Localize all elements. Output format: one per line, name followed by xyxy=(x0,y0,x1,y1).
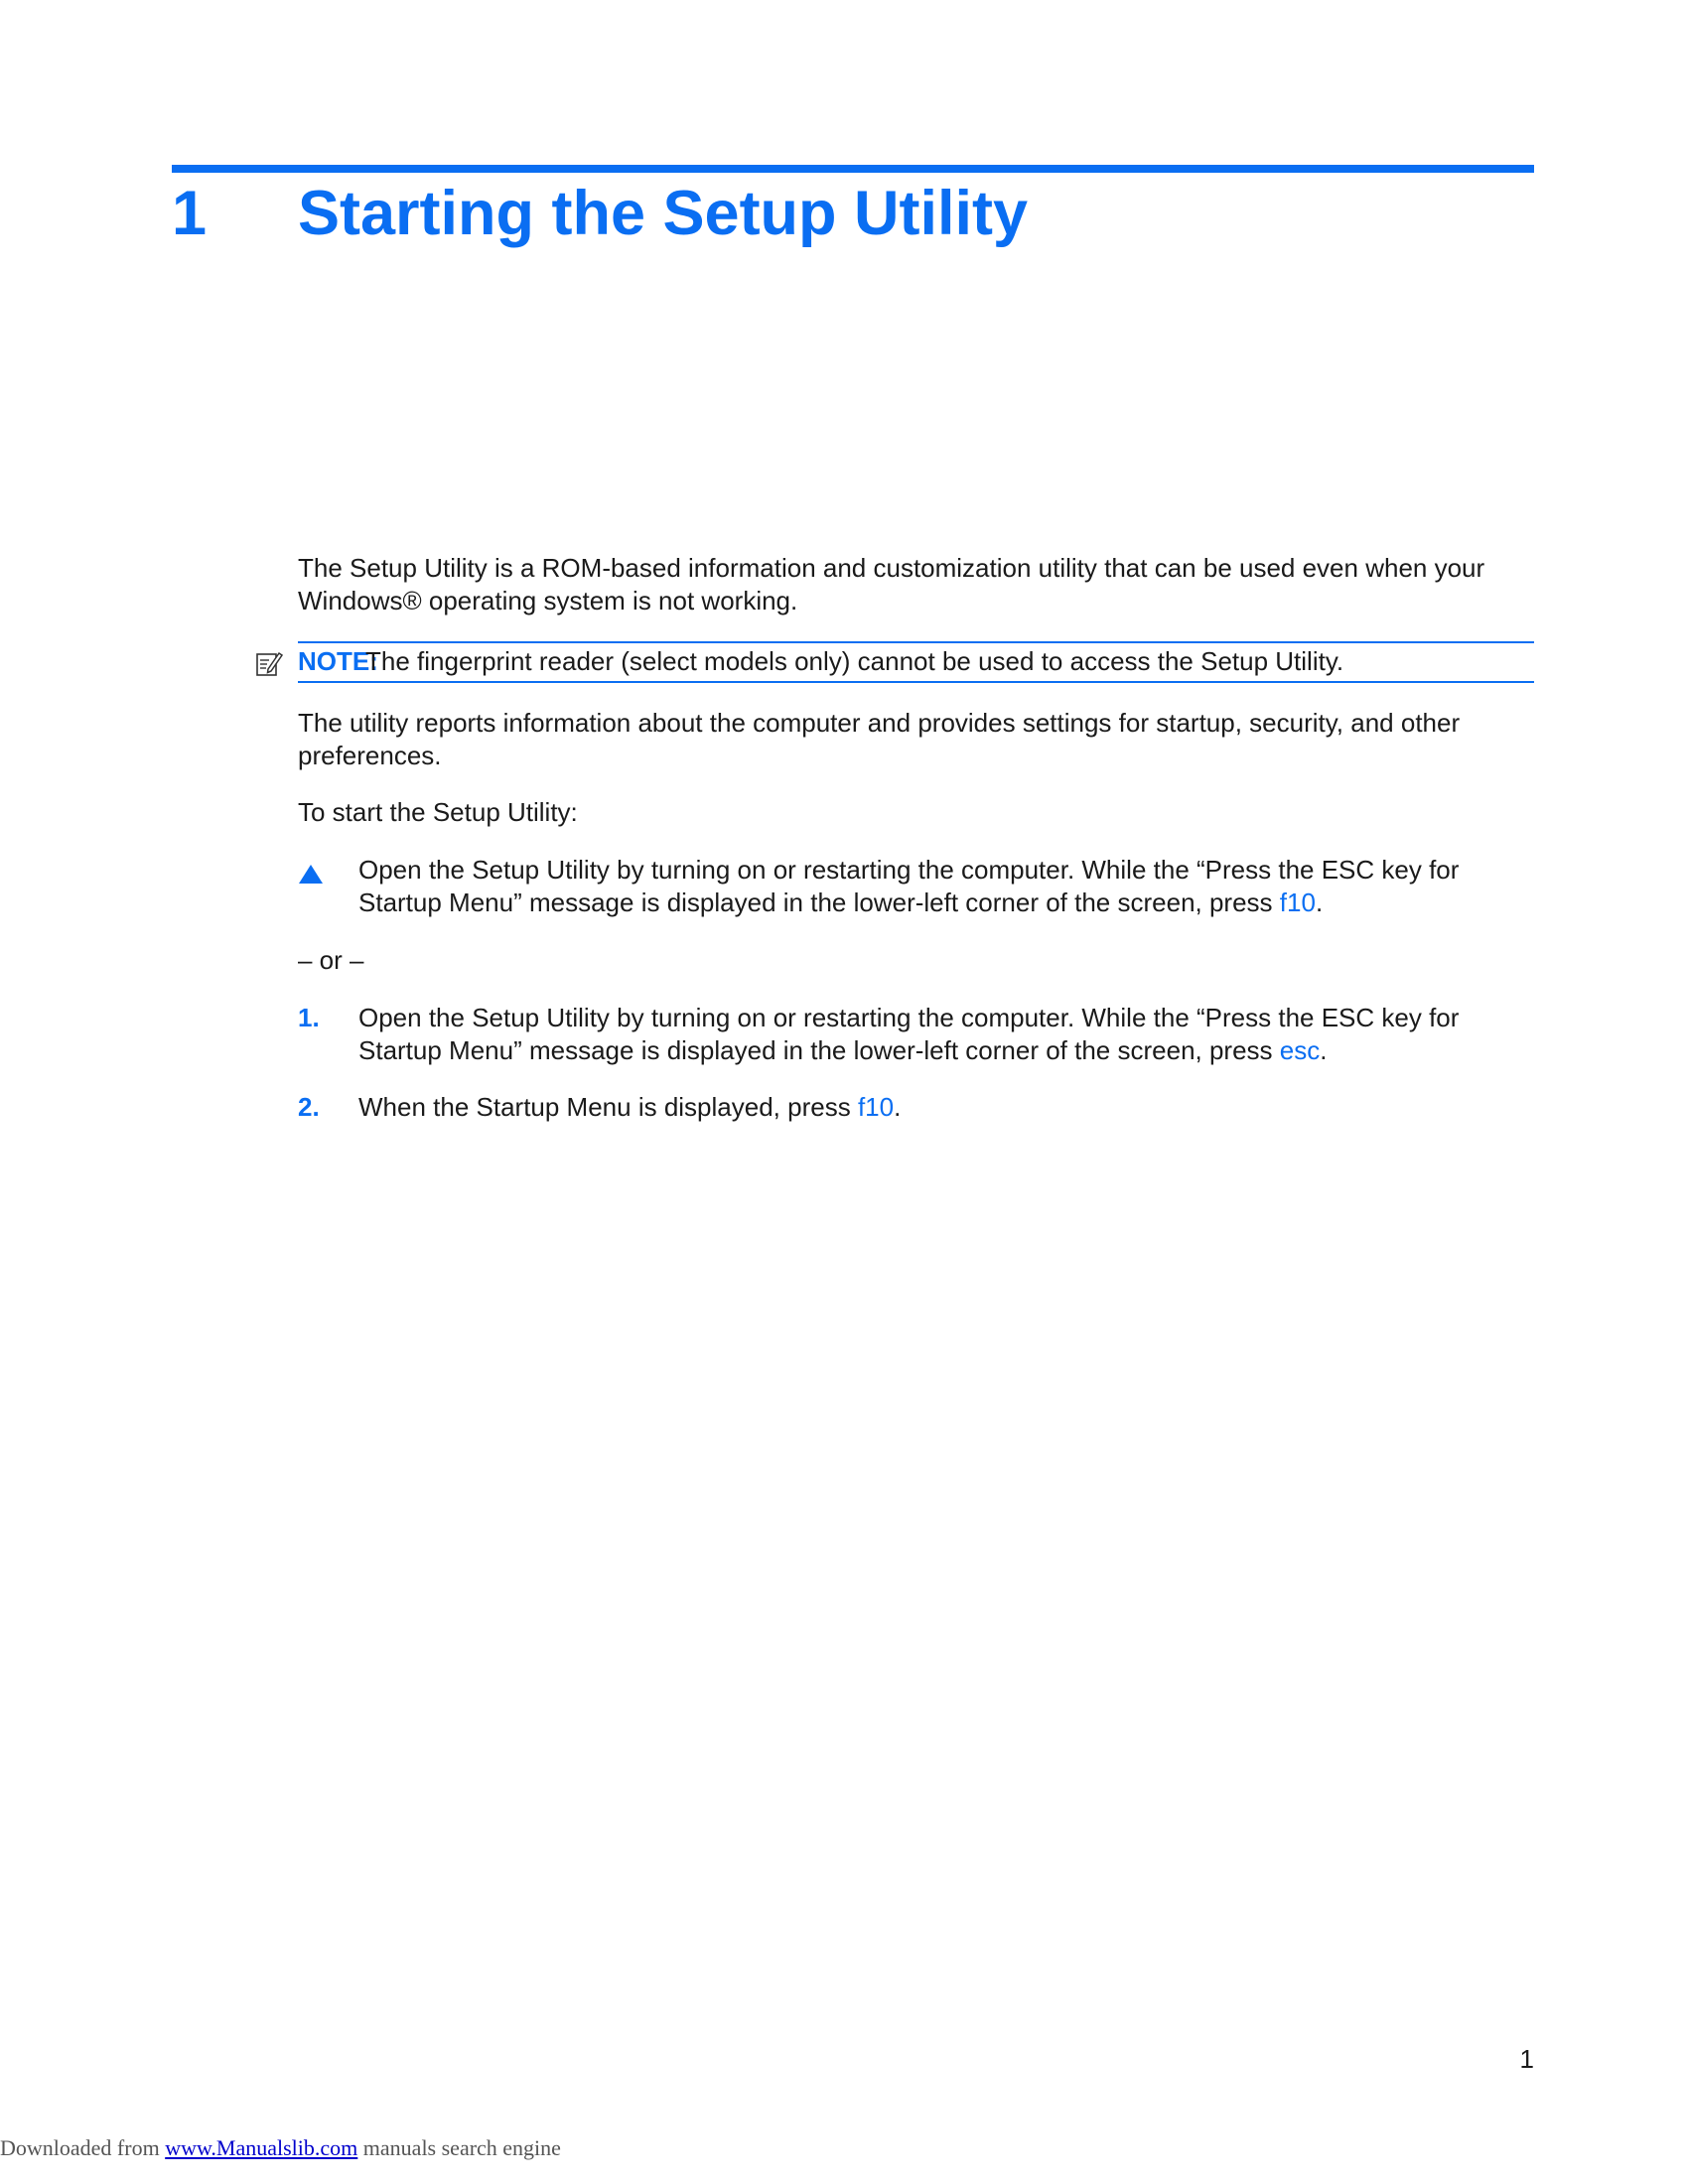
bullet-step-body: Open the Setup Utility by turning on or restarting the computer. While the “Press the ESC key for Startup Menu” message is displayed in the lower-left corner of the screen, press xyxy=(358,855,1460,917)
note-rule-top xyxy=(298,641,1534,643)
footer-link[interactable]: www.Manualslib.com xyxy=(165,2135,358,2160)
or-separator: – or – xyxy=(298,945,364,975)
triangle-bullet-icon xyxy=(299,865,323,884)
note-text: The fingerprint reader (select models only) cannot be used to access the Setup Utility. xyxy=(365,646,1344,676)
bullet-step-end: . xyxy=(1315,887,1324,917)
step-2-body: When the Startup Menu is displayed, press xyxy=(358,1092,858,1122)
key-f10-step2: f10 xyxy=(857,1092,895,1122)
note-block xyxy=(253,641,1534,683)
step-1-text xyxy=(358,1002,1534,1067)
chapter-rule xyxy=(172,165,1534,173)
key-esc: esc xyxy=(1279,1035,1321,1065)
step-2-text xyxy=(358,1091,1534,1124)
note-label: NOTE: xyxy=(298,646,378,676)
intro-paragraph: The Setup Utility is a ROM-based information and customization utility that can be used even when your Windows® operating system is not working. xyxy=(298,553,1485,615)
chapter-title xyxy=(172,174,1534,253)
footer xyxy=(0,2134,561,2162)
bullet-step-text xyxy=(358,854,1534,919)
reports-paragraph: The utility reports information about the computer and provides settings for startup, security, and other preferences. xyxy=(298,708,1461,770)
step-2-end: . xyxy=(894,1092,902,1122)
step-1-body: Open the Setup Utility by turning on or restarting the computer. While the “Press the ESC key for Startup Menu” message is displayed in the lower-left corner of the screen, press xyxy=(358,1003,1460,1065)
note-rule-bottom xyxy=(298,681,1534,683)
key-f10: f10 xyxy=(1279,887,1316,917)
note-pencil-icon xyxy=(255,649,283,677)
step-2-number: 2. xyxy=(298,1092,320,1122)
chapter-title-text: Starting the Setup Utility xyxy=(298,179,1029,248)
to-start-paragraph: To start the Setup Utility: xyxy=(298,797,578,827)
footer-prefix: Downloaded from xyxy=(0,2135,166,2160)
step-1-number: 1. xyxy=(298,1003,320,1032)
step-1-end: . xyxy=(1320,1035,1328,1065)
footer-suffix: manuals search engine xyxy=(357,2135,561,2160)
page-number: 1 xyxy=(1519,2044,1534,2074)
chapter-number: 1 xyxy=(172,179,208,248)
